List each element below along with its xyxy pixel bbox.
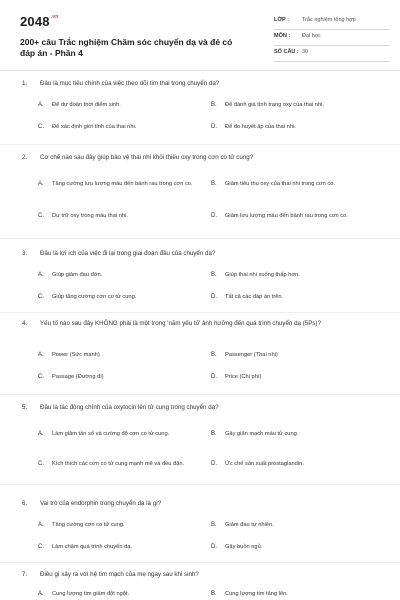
answer-option-d[interactable] (211, 206, 371, 226)
option-text: Passenger (Thai nhi) (225, 352, 278, 358)
option-letter: A. (38, 522, 44, 528)
question-divider (0, 484, 400, 485)
answer-option-d[interactable] (211, 454, 371, 474)
question-divider (0, 312, 400, 313)
option-letter: C. (38, 374, 44, 380)
question-divider (0, 394, 400, 395)
answer-option-a[interactable] (38, 270, 198, 281)
question-body: Vai trò của endorphin trong chuyển dạ là gì? (40, 500, 162, 507)
question-text (22, 569, 378, 580)
option-text: Price (Chi phí) (225, 374, 262, 380)
question-body: Điều gì xảy ra với hệ tim mạch của mẹ ngay sau khi sinh? (40, 571, 199, 578)
question-text (22, 402, 378, 413)
option-letter: B. (211, 591, 217, 597)
option-letter: D. (211, 294, 217, 300)
option-text: Giảm lưu lượng máu đến bánh rau trong cơn co. (225, 212, 348, 219)
option-text: Cung lượng tim giảm đột ngột. (52, 591, 130, 597)
option-text: Để dự đoán thời điểm sinh. (52, 102, 121, 108)
meta-value: Đại học (302, 33, 321, 39)
answer-option-c[interactable] (38, 206, 198, 226)
question-body: Đâu là tác động chính của oxytocin lên tử cung trong chuyển dạ? (40, 404, 219, 411)
option-text: Để xác định giới tính của thai nhi. (52, 124, 137, 130)
meta-label: LỚP : (274, 17, 289, 23)
option-letter: B. (211, 430, 217, 437)
option-letter: A. (38, 272, 44, 278)
option-text: Để đo huyết áp của thai nhi. (225, 124, 296, 130)
question-number: 5. (22, 404, 28, 411)
option-letter: B. (211, 272, 217, 278)
question-divider (0, 562, 400, 563)
question-body: Đâu là mục tiêu chính của việc theo dõi tim thai trong chuyển dạ? (40, 80, 220, 87)
answer-option-c[interactable] (38, 292, 198, 303)
answer-option-a[interactable] (38, 424, 198, 444)
option-letter: A. (38, 591, 44, 597)
meta-label: MÔN : (274, 33, 291, 39)
answer-option-a[interactable] (38, 174, 198, 194)
answer-option-d[interactable] (211, 372, 371, 383)
option-letter: A. (38, 180, 44, 187)
option-letter: C. (38, 460, 44, 467)
option-text: Giúp giảm đau đớn. (52, 272, 103, 278)
option-letter: B. (211, 522, 217, 528)
meta-value: 30 (302, 49, 309, 55)
option-text: Giúp thai nhi xuống thấp hơn. (225, 272, 300, 278)
option-text: Gây buồn ngủ. (225, 544, 263, 550)
option-text: Dự trữ oxy trong máu thai nhi. (52, 212, 128, 219)
answer-option-a[interactable] (38, 589, 198, 600)
option-text: Làm chậm quá trình chuyển dạ. (52, 544, 132, 550)
question-body: Đâu là lợi ích của việc đi lại trong giai đoạn đầu của chuyển dạ? (40, 250, 216, 257)
option-text: Power (Sức mạnh) (52, 352, 100, 358)
answer-option-b[interactable] (211, 270, 371, 281)
answer-option-b[interactable] (211, 589, 371, 600)
option-letter: C. (38, 124, 44, 130)
meta-label: SỐ CÂU : (274, 49, 299, 55)
answer-option-b[interactable] (211, 174, 371, 194)
option-text: Làm giảm tần số và cường độ cơn co tử cung. (52, 430, 170, 437)
meta-row-question-count (274, 46, 390, 62)
answer-option-c[interactable] (38, 454, 198, 474)
question-body: Cơ chế nào sau đây giúp bảo vệ thai nhi khỏi thiếu oxy trong cơn co tử cung? (40, 154, 254, 161)
question-number: 7. (22, 571, 28, 578)
option-text: Giúp tăng cường cơn co tử cung. (52, 294, 137, 300)
logo-suffix: .vn (50, 14, 59, 20)
answer-option-b[interactable] (211, 350, 371, 361)
option-letter: D. (211, 374, 217, 380)
option-letter: B. (211, 102, 217, 108)
header (20, 14, 382, 66)
question-number: 6. (22, 500, 28, 507)
answer-option-d[interactable] (211, 122, 371, 133)
question-number: 4. (22, 320, 28, 327)
answer-option-b[interactable] (211, 520, 371, 531)
answer-option-c[interactable] (38, 372, 198, 383)
answer-option-a[interactable] (38, 100, 198, 111)
option-text: Giảm đau tự nhiên. (225, 522, 274, 528)
answer-option-c[interactable] (38, 122, 198, 133)
question-body: Yếu tố nào sau đây KHÔNG phải là một trong 'năm yếu tố' ảnh hưởng đến quá trình chuyển dạ (5Ps)? (40, 320, 321, 327)
meta-value: Trắc nghiệm tổng hợp (302, 17, 356, 23)
option-letter: D. (211, 460, 217, 467)
option-letter: D. (211, 212, 217, 219)
option-text: Tăng cường cơn co tử cung. (52, 522, 125, 528)
document-title: 200+ câu Trắc nghiệm Chăm sóc chuyển dạ và đẻ có đáp án - Phần 4 (20, 37, 233, 58)
option-letter: C. (38, 294, 44, 300)
answer-option-a[interactable] (38, 520, 198, 531)
option-letter: D. (211, 544, 217, 550)
logo-text: 2048 (20, 14, 50, 29)
option-text: Tăng cường lưu lượng máu đến bánh rau trong cơn co. (52, 180, 193, 187)
question-text (22, 498, 378, 509)
answer-option-d[interactable] (211, 292, 371, 303)
question-number: 2. (22, 154, 28, 161)
option-letter: A. (38, 102, 44, 108)
option-letter: C. (38, 544, 44, 550)
option-text: Ức chế sản xuất prostaglandin. (225, 460, 304, 467)
answer-option-d[interactable] (211, 542, 371, 553)
header-divider (0, 70, 400, 71)
site-logo[interactable] (20, 14, 59, 29)
question-divider (0, 144, 400, 145)
question-number: 1. (22, 80, 28, 87)
option-text: Giảm tiêu thụ oxy của thai nhi trong cơn co. (225, 180, 335, 187)
question-number: 3. (22, 250, 28, 257)
option-text: Gây giãn mạch máu tử cung. (225, 430, 299, 437)
question-divider (0, 238, 400, 239)
option-text: Để đánh giá tình trạng oxy của thai nhi. (225, 102, 324, 108)
option-letter: A. (38, 430, 44, 437)
question-text (22, 318, 378, 329)
option-text: Kích thích các cơn co tử cung mạnh mẽ và đều đặn. (52, 460, 185, 467)
question-text (22, 152, 378, 163)
answer-option-a[interactable] (38, 350, 198, 361)
option-letter: D. (211, 124, 217, 130)
answer-option-c[interactable] (38, 542, 198, 553)
answer-option-b[interactable] (211, 100, 371, 111)
meta-table (274, 14, 390, 62)
option-text: Cung lượng tim tăng lên. (225, 591, 288, 597)
option-letter: A. (38, 352, 44, 358)
answer-option-b[interactable] (211, 424, 371, 444)
option-letter: B. (211, 180, 217, 187)
question-text (22, 248, 378, 259)
meta-row-subject (274, 30, 390, 46)
option-text: Passage (Đường đi) (52, 374, 104, 380)
option-letter: B. (211, 352, 217, 358)
option-letter: C. (38, 212, 44, 219)
meta-row-class (274, 14, 390, 30)
option-text: Tất cả các đáp án trên. (225, 294, 284, 300)
question-text (22, 78, 378, 89)
